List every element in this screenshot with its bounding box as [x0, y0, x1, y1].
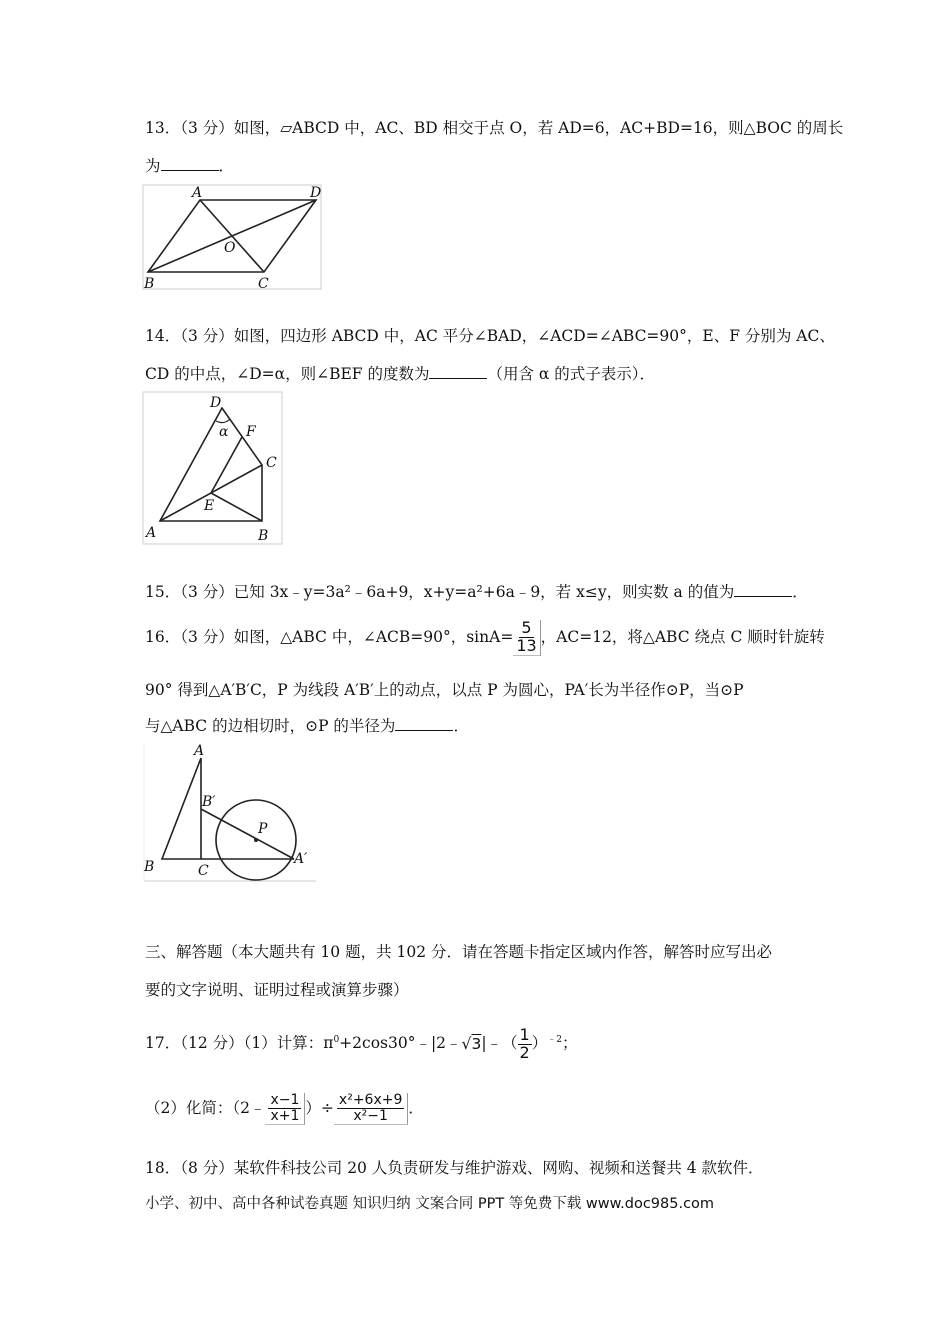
- q14-line2-end: （用含 α 的式子表示）．: [487, 365, 656, 383]
- q13-line2-end: ．: [218, 157, 235, 175]
- q15-line1: [145, 582, 808, 602]
- q15-answer-blank: [734, 582, 792, 597]
- q16-line3-end: ．: [453, 717, 469, 735]
- q16-label-A: A: [194, 743, 205, 759]
- footer-download-notice: 小学、初中、高中各种试卷真题 知识归纳 文案合同 PPT 等免费下载 www.doc985.com: [145, 1196, 715, 1212]
- q17-f2-den: x²−1: [353, 1108, 388, 1124]
- q13-line1: 13．（3 分）如图，▱ABCD 中，AC、BD 相交于点 O，若 AD=6，AC+BD=16，则△BOC 的周长: [145, 119, 844, 137]
- q14-label-D: D: [210, 395, 222, 411]
- q17-part2-pre: （2）化简：（2﹣: [145, 1099, 266, 1117]
- q17-sqrt3-radicand: 3: [471, 1035, 482, 1054]
- q17-f1-num: x−1: [270, 1092, 300, 1109]
- q14-label-F: F: [246, 424, 256, 440]
- q13-label-B: B: [144, 276, 155, 292]
- q13-label-D: D: [310, 185, 322, 201]
- q16-line1: [145, 620, 825, 656]
- q14-answer-blank: [429, 364, 487, 379]
- q15-text: 15．（3 分）已知 3x﹣y=3a²﹣6a+9，x+y=a²+6a﹣9，若 x≤y，则实数 a 的值为: [145, 583, 735, 601]
- q14-label-B: B: [258, 528, 269, 544]
- section3-line2: 要的文字说明、证明过程或演算步骤）: [145, 981, 409, 999]
- q17-sqrt3: √3: [461, 1035, 482, 1054]
- q17-f2-num: x²+6x+9: [338, 1092, 403, 1109]
- q17-half-num: 1: [519, 1024, 530, 1044]
- q17-sup-neg2: ﹣2: [547, 1035, 562, 1045]
- q14-label-A: A: [146, 525, 157, 541]
- q16-line3-text: 与△ABC 的边相切时，⊙P 的半径为: [145, 717, 396, 735]
- q16-label-P: P: [258, 821, 268, 837]
- q16-label-B-prime: B′: [202, 794, 216, 810]
- q14-quadrilateral-figure: [142, 391, 284, 546]
- q17-part2-mid: ）÷: [305, 1099, 334, 1117]
- q13-label-O: O: [224, 240, 236, 256]
- q13-parallelogram-figure: [142, 184, 324, 294]
- q18-line1: 18．（8 分）某软件科技公司 20 人负责研发与维护游戏、网购、视频和送餐共 4 款软件．: [145, 1159, 764, 1177]
- q16-line1-post: ，AC=12，将△ABC 绕点 C 顺时针旋转: [540, 627, 825, 646]
- q16-rotation-figure: [142, 741, 318, 883]
- q13-line2: [145, 156, 234, 176]
- q17-part1-mid2: |﹣（: [481, 1034, 518, 1053]
- q17-half-fraction: [518, 1024, 532, 1062]
- q17-half-den: 2: [519, 1042, 530, 1062]
- q16-sin-fraction: [513, 620, 540, 656]
- q16-label-B: B: [144, 859, 155, 875]
- q13-label-A: A: [192, 185, 203, 201]
- q14-line2: [145, 364, 655, 384]
- q16-frac-den: 13: [516, 635, 537, 655]
- q14-label-alpha: α: [219, 424, 229, 440]
- q15-end: ．: [792, 583, 808, 601]
- section3-line1: 三、解答题（本大题共有 10 题，共 102 分．请在答题卡指定区域内作答，解答时应写出必: [145, 943, 773, 961]
- q17-part1-end: ；: [561, 1034, 578, 1053]
- q16-label-C: C: [198, 863, 209, 879]
- q14-label-E: E: [204, 498, 215, 514]
- q14-line2-text: CD 的中点，∠D=α，则∠BEF 的度数为: [145, 365, 430, 383]
- q16-answer-blank: [395, 716, 453, 731]
- q16-label-A-prime: A′: [294, 851, 308, 867]
- q13-label-C: C: [258, 276, 269, 292]
- q17-part2-end: ．: [408, 1099, 424, 1117]
- q14-line1: 14．（3 分）如图，四边形 ABCD 中，AC 平分∠BAD，∠ACD=∠ABC=90°，E、F 分别为 AC、: [145, 327, 835, 345]
- q13-answer-blank: [161, 156, 219, 171]
- q17-part2: [145, 1088, 424, 1128]
- q17-part1-mid: +2cos30°﹣|2﹣: [339, 1034, 462, 1053]
- q16-line1-pre: 16．（3 分）如图，△ABC 中，∠ACB=90°，sinA=: [145, 627, 514, 646]
- q17-part1: [145, 1024, 578, 1061]
- q17-sup-0: 0: [333, 1035, 340, 1045]
- q14-label-C: C: [266, 455, 277, 471]
- q17-part1-post: ）: [531, 1034, 548, 1053]
- q16-line3: [145, 716, 469, 736]
- q13-line2-text: 为: [145, 157, 161, 175]
- q17-f1-den: x+1: [270, 1108, 300, 1124]
- q17-fraction-2: [334, 1093, 408, 1124]
- q16-frac-num: 5: [521, 618, 532, 637]
- q17-fraction-1: [265, 1093, 305, 1124]
- q16-line2: 90° 得到△A′B′C，P 为线段 A′B′上的动点，以点 P 为圆心，PA′长为半径作⊙P，当⊙P: [145, 681, 744, 699]
- q17-part1-pre: 17．（12 分）（1）计算：π: [145, 1034, 334, 1053]
